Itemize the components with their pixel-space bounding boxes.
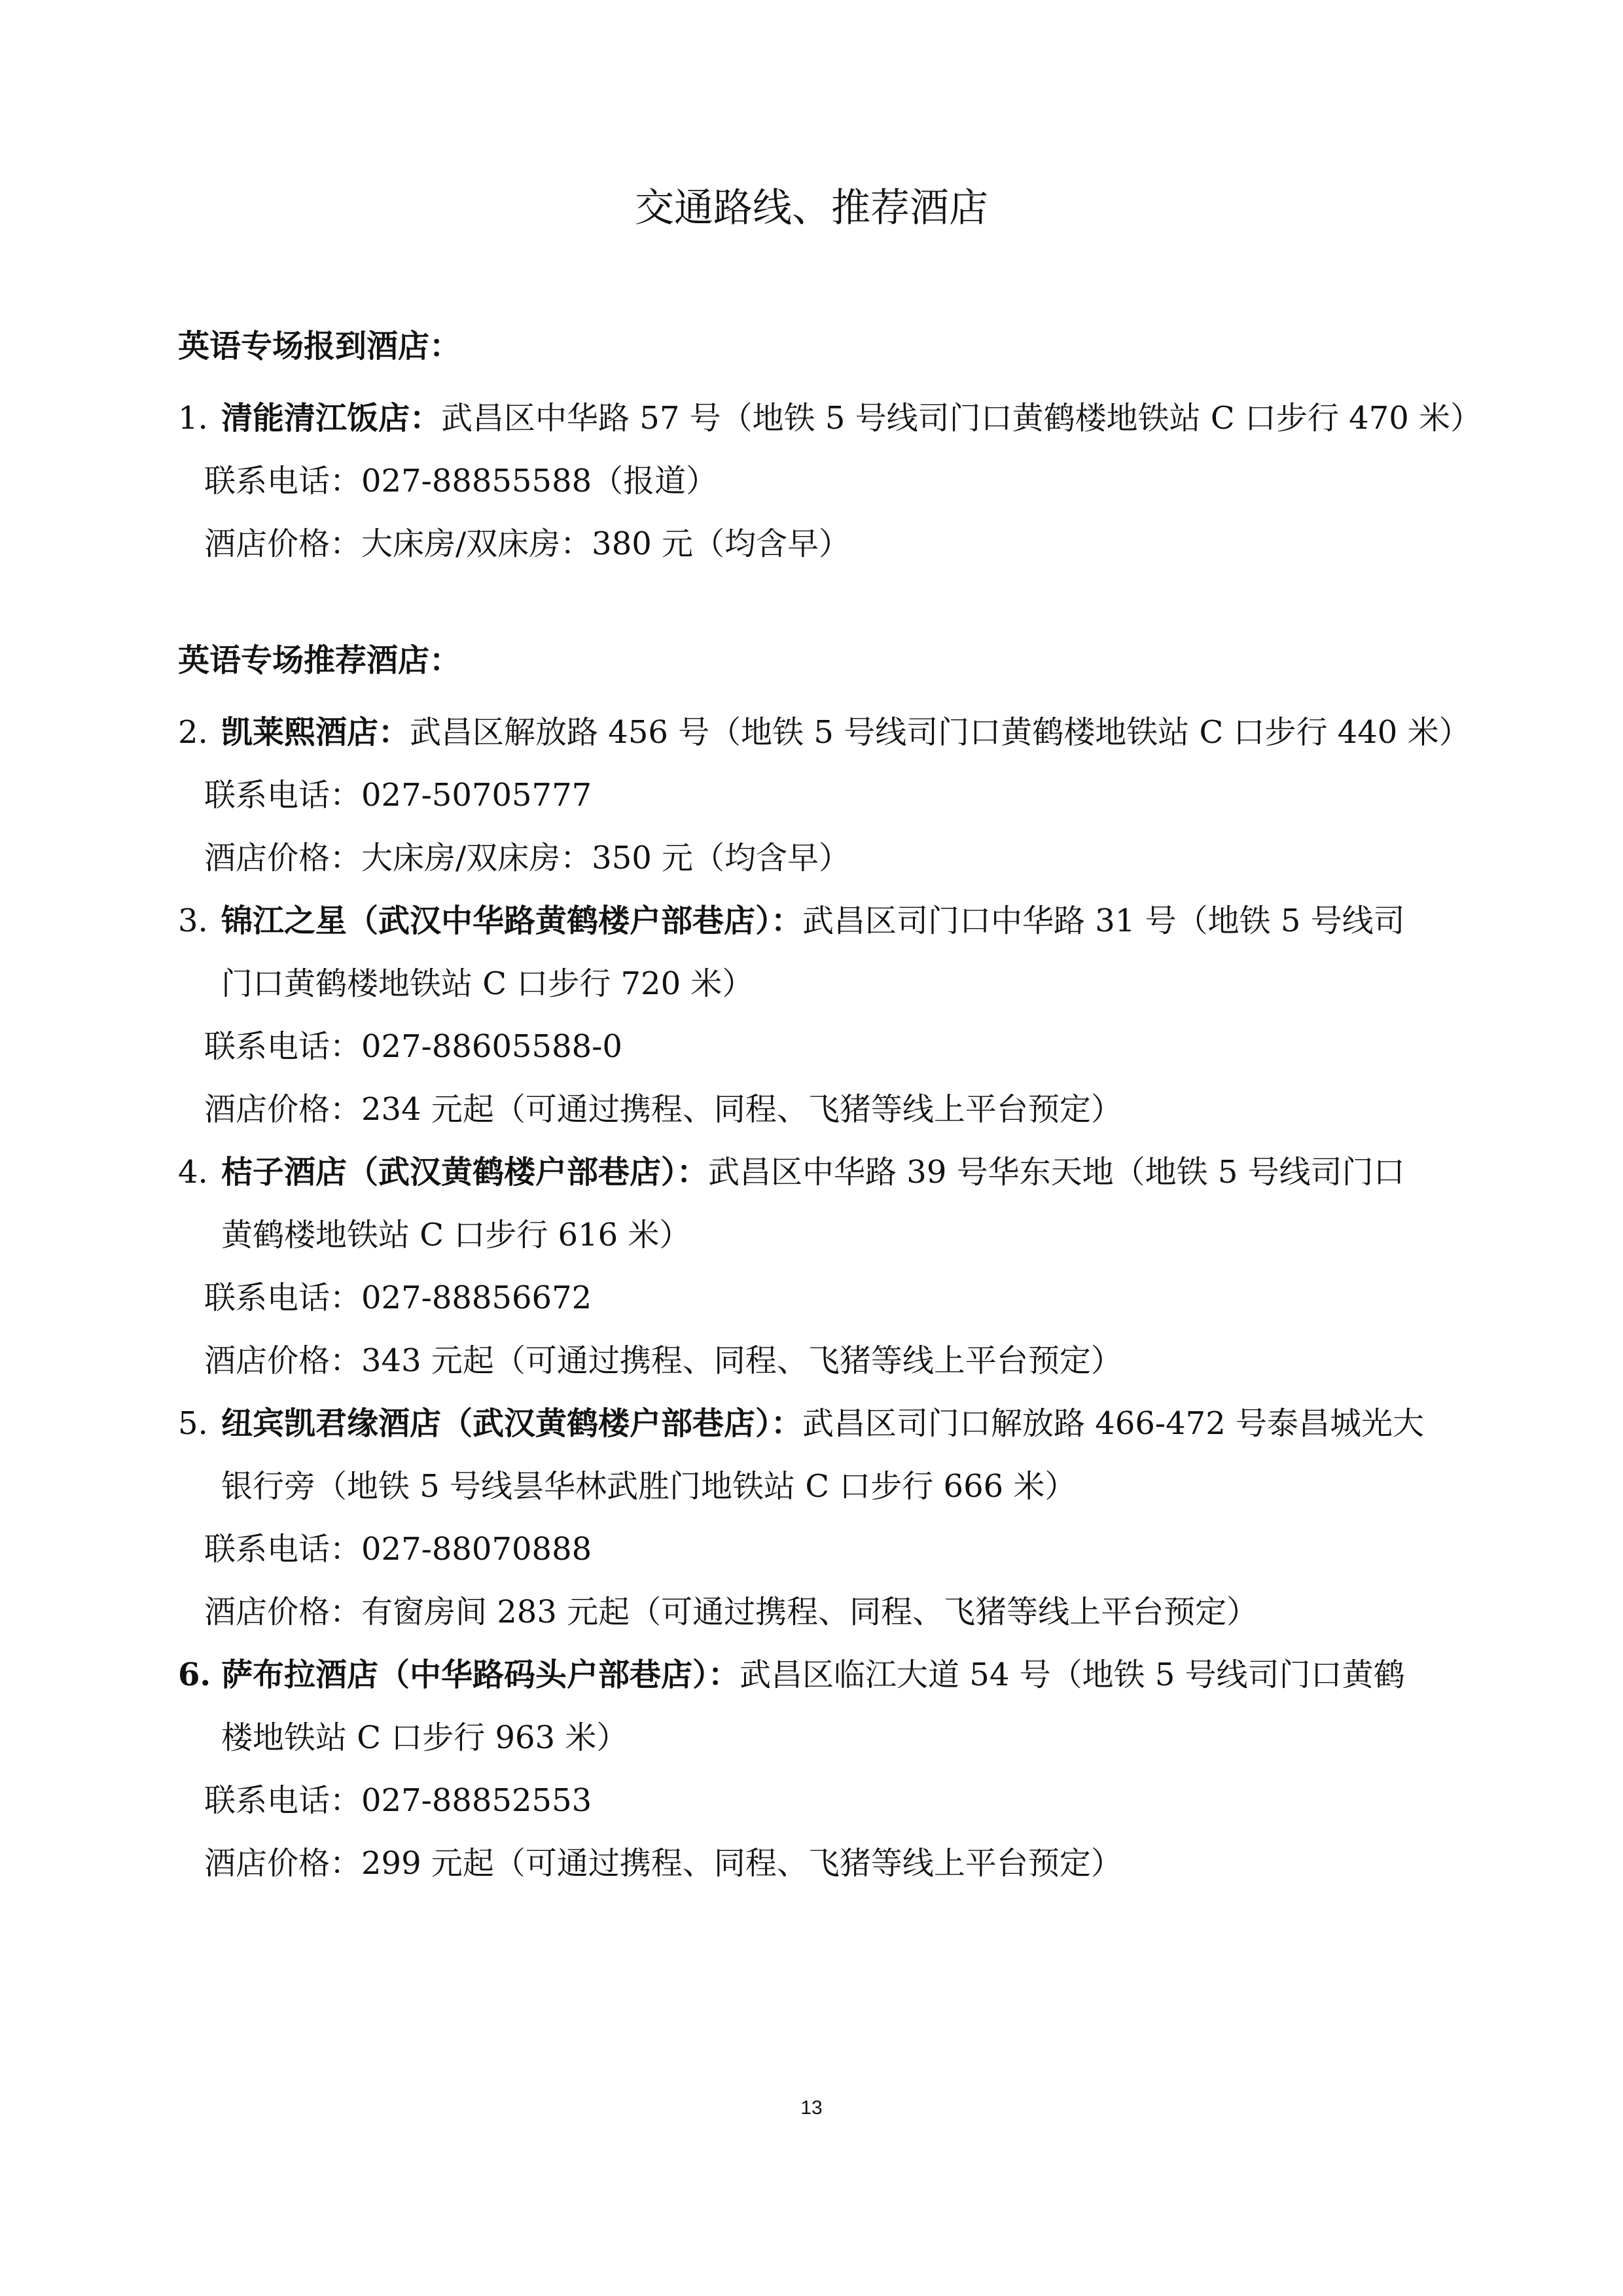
- hotel-1-price: 酒店价格：大床房/双床房：380 元（均含早）: [204, 526, 851, 562]
- hotel-2-address: 武昌区解放路 456 号（地铁 5 号线司门口黄鹤楼地铁站 C 口步行 440 米）: [410, 714, 1471, 751]
- hotel-5-phone: 联系电话：027-88070888: [204, 1531, 592, 1568]
- hotel-1-number: 1.: [178, 400, 208, 437]
- hotel-5-price: 酒店价格：有窗房间 283 元起（可通过携程、同程、飞猪等线上平台预定）: [204, 1594, 1258, 1630]
- hotel-3-phone: 联系电话：027-88605588-0: [204, 1028, 622, 1065]
- hotel-5-address: 武昌区司门口解放路 466-472 号泰昌城光大: [802, 1405, 1424, 1442]
- hotel-5-name: 纽宾凯君缘酒店（武汉黄鹤楼户部巷店）：: [221, 1405, 803, 1442]
- hotel-6-address: 武昌区临江大道 54 号（地铁 5 号线司门口黄鹤: [740, 1657, 1405, 1693]
- hotel-4-phone: 联系电话：027-88856672: [204, 1280, 592, 1316]
- hotel-1-address: 武昌区中华路 57 号（地铁 5 号线司门口黄鹤楼地铁站 C 口步行 470 米）: [441, 400, 1482, 437]
- hotel-3-number: 3.: [178, 903, 208, 939]
- hotel-6-entry: [178, 1645, 1405, 1704]
- hotel-3-name: 锦江之星（武汉中华路黄鹤楼户部巷店）：: [221, 903, 803, 939]
- hotel-6-price: 酒店价格：299 元起（可通过携程、同程、飞猪等线上平台预定）: [204, 1845, 1122, 1882]
- hotel-4-entry: [178, 1143, 1405, 1202]
- hotel-3-address-continued: 门口黄鹤楼地铁站 C 口步行 720 米）: [221, 965, 754, 1002]
- hotel-5-number: 5.: [178, 1405, 208, 1442]
- hotel-1-entry: [178, 389, 1482, 448]
- hotel-4-address: 武昌区中华路 39 号华东天地（地铁 5 号线司门口: [708, 1154, 1405, 1191]
- hotel-5-address-continued: 银行旁（地铁 5 号线昙华林武胜门地铁站 C 口步行 666 米）: [221, 1468, 1077, 1505]
- hotel-2-entry: [178, 703, 1471, 762]
- hotel-2-price: 酒店价格：大床房/双床房：350 元（均含早）: [204, 840, 851, 876]
- page-number: 13: [800, 2097, 823, 2119]
- hotel-1-phone: 联系电话：027-88855588（报道）: [204, 463, 718, 499]
- hotel-6-number: 6.: [178, 1657, 211, 1693]
- hotel-3-price: 酒店价格：234 元起（可通过携程、同程、飞猪等线上平台预定）: [204, 1091, 1122, 1128]
- hotel-6-name: 萨布拉酒店（中华路码头户部巷店）：: [221, 1657, 740, 1693]
- hotel-5-entry: [178, 1394, 1424, 1453]
- hotel-2-phone: 联系电话：027-50705777: [204, 777, 592, 814]
- section-heading-checkin: 英语专场报到酒店：: [178, 328, 461, 365]
- hotel-6-phone: 联系电话：027-88852553: [204, 1782, 592, 1819]
- hotel-6-address-continued: 楼地铁站 C 口步行 963 米）: [221, 1719, 628, 1756]
- section-heading-recommended: 英语专场推荐酒店：: [178, 642, 461, 679]
- hotel-3-entry: [178, 891, 1405, 950]
- hotel-4-price: 酒店价格：343 元起（可通过携程、同程、飞猪等线上平台预定）: [204, 1342, 1122, 1379]
- hotel-4-address-continued: 黄鹤楼地铁站 C 口步行 616 米）: [221, 1217, 691, 1253]
- hotel-2-number: 2.: [178, 714, 208, 751]
- hotel-4-number: 4.: [178, 1154, 208, 1191]
- page-title: 交通路线、推荐酒店: [635, 185, 988, 231]
- hotel-1-name: 清能清江饭店：: [221, 400, 442, 437]
- hotel-3-address: 武昌区司门口中华路 31 号（地铁 5 号线司: [802, 903, 1405, 939]
- hotel-2-name: 凯莱熙酒店：: [221, 714, 410, 751]
- hotel-4-name: 桔子酒店（武汉黄鹤楼户部巷店）：: [221, 1154, 709, 1191]
